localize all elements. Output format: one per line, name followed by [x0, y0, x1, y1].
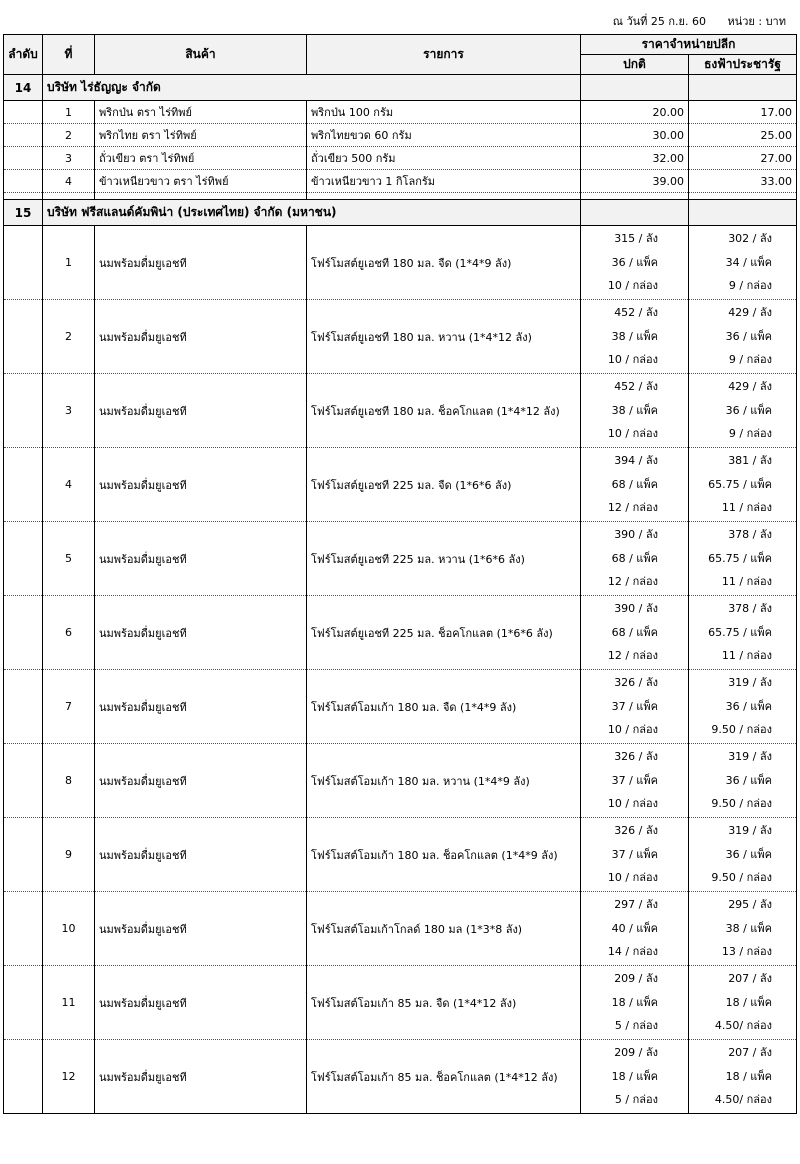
company-group-row: [4, 200, 797, 226]
item-number: 11: [43, 966, 95, 1040]
product-name: นมพร้อมดื่มยูเอชที: [95, 966, 307, 1040]
normal-price: [581, 744, 689, 818]
blueflag-price-line: 207 / ลัง: [728, 1046, 772, 1060]
normal-price-line: 38 / แพ็ค: [611, 329, 658, 343]
order-cell: [4, 744, 43, 818]
normal-price: 32.00: [581, 147, 689, 170]
product-name: นมพร้อมดื่มยูเอชที: [95, 300, 307, 374]
blueflag-price: 27.00: [689, 147, 797, 170]
blueflag-price-line: 36 / แพ็ค: [725, 773, 772, 787]
normal-price-line: 394 / ลัง: [614, 454, 658, 468]
item-number: 8: [43, 744, 95, 818]
normal-price: [581, 1040, 689, 1114]
group-blank-blueflag: [689, 200, 797, 226]
group-blank-blueflag: [689, 75, 797, 101]
normal-price-line: 297 / ลัง: [614, 898, 658, 912]
blueflag-price-line: 65.75 / แพ็ค: [708, 625, 772, 639]
blueflag-price: [689, 596, 797, 670]
table-row: [4, 300, 797, 374]
item-number: 4: [43, 448, 95, 522]
blueflag-price-line: 36 / แพ็ค: [725, 699, 772, 713]
table-row: [4, 226, 797, 300]
product-name: นมพร้อมดื่มยูเอชที: [95, 892, 307, 966]
table-row: [4, 892, 797, 966]
item-number: 5: [43, 522, 95, 596]
spacer-cell: [95, 193, 307, 200]
col-header-item: รายการ: [307, 35, 581, 75]
col-header-order: ลำดับ: [4, 35, 43, 75]
table-row: [4, 818, 797, 892]
item-description: โฟร์โมสต์ยูเอชที 180 มล. หวาน (1*4*12 ลัง): [307, 300, 581, 374]
normal-price-line: 10 / กล่อง: [607, 723, 658, 737]
item-number: 1: [43, 226, 95, 300]
normal-price-line: 315 / ลัง: [614, 232, 658, 246]
group-blank-normal: [581, 75, 689, 101]
order-cell: [4, 226, 43, 300]
item-description: โฟร์โมสต์ยูเอชที 225 มล. จืด (1*6*6 ลัง): [307, 448, 581, 522]
table-header: [4, 35, 797, 75]
product-name: นมพร้อมดื่มยูเอชที: [95, 374, 307, 448]
product-name: นมพร้อมดื่มยูเอชที: [95, 448, 307, 522]
spacer-row: [4, 193, 797, 200]
blueflag-price-line: 319 / ลัง: [728, 824, 772, 838]
spacer-cell: [581, 193, 689, 200]
product-name: ถั่วเขียว ตรา ไร่ทิพย์: [95, 147, 307, 170]
blueflag-price-line: 36 / แพ็ค: [725, 403, 772, 417]
blueflag-price: [689, 522, 797, 596]
col-header-blueflag: ธงฟ้าประชารัฐ: [689, 55, 797, 75]
blueflag-price-line: 378 / ลัง: [728, 528, 772, 542]
table-row: [4, 596, 797, 670]
normal-price-line: 452 / ลัง: [614, 306, 658, 320]
normal-price: [581, 818, 689, 892]
normal-price-line: 12 / กล่อง: [607, 575, 658, 589]
normal-price-line: 68 / แพ็ค: [611, 625, 658, 639]
item-description: ถั่วเขียว 500 กรัม: [307, 147, 581, 170]
blueflag-price-line: 18 / แพ็ค: [725, 995, 772, 1009]
product-name: นมพร้อมดื่มยูเอชที: [95, 596, 307, 670]
blueflag-price-line: 13 / กล่อง: [721, 945, 772, 959]
blueflag-price: [689, 670, 797, 744]
product-name: พริกไทย ตรา ไร่ทิพย์: [95, 124, 307, 147]
normal-price-line: 10 / กล่อง: [607, 279, 658, 293]
col-header-retail: ราคาจำหน่ายปลีก: [581, 35, 797, 55]
normal-price: [581, 522, 689, 596]
item-description: โฟร์โมสต์โอมเก้า 85 มล. ช็อคโกแลต (1*4*12 ลัง): [307, 1040, 581, 1114]
order-cell: [4, 892, 43, 966]
table-row: [4, 170, 797, 193]
item-description: พริกไทยขวด 60 กรัม: [307, 124, 581, 147]
table-row: [4, 744, 797, 818]
normal-price: [581, 596, 689, 670]
order-cell: [4, 818, 43, 892]
item-description: โฟร์โมสต์ยูเอชที 225 มล. ช็อคโกแลต (1*6*6 ลัง): [307, 596, 581, 670]
product-name: พริกป่น ตรา ไร่ทิพย์: [95, 101, 307, 124]
spacer-cell: [307, 193, 581, 200]
order-cell: [4, 147, 43, 170]
blueflag-price: [689, 226, 797, 300]
normal-price-line: 10 / กล่อง: [607, 871, 658, 885]
table-row: [4, 448, 797, 522]
blueflag-price: [689, 744, 797, 818]
normal-price-line: 326 / ลัง: [614, 676, 658, 690]
product-name: นมพร้อมดื่มยูเอชที: [95, 522, 307, 596]
blueflag-price-line: 9 / กล่อง: [728, 279, 772, 293]
group-blank-normal: [581, 200, 689, 226]
company-name: บริษัท ไร่ธัญญะ จำกัด: [43, 75, 581, 101]
blueflag-price-line: 11 / กล่อง: [721, 501, 772, 515]
table-body: [4, 75, 797, 1114]
item-description: โฟร์โมสต์ยูเอชที 180 มล. จืด (1*4*9 ลัง): [307, 226, 581, 300]
table-row: [4, 1040, 797, 1114]
normal-price-line: 18 / แพ็ค: [611, 1069, 658, 1083]
item-description: พริกป่น 100 กรัม: [307, 101, 581, 124]
product-name: ข้าวเหนียวขาว ตรา ไร่ทิพย์: [95, 170, 307, 193]
normal-price-line: 10 / กล่อง: [607, 353, 658, 367]
group-order: 15: [4, 200, 43, 226]
product-name: นมพร้อมดื่มยูเอชที: [95, 670, 307, 744]
order-cell: [4, 170, 43, 193]
normal-price-line: 326 / ลัง: [614, 750, 658, 764]
blueflag-price-line: 11 / กล่อง: [721, 649, 772, 663]
item-number: 12: [43, 1040, 95, 1114]
normal-price-line: 390 / ลัง: [614, 528, 658, 542]
normal-price-line: 10 / กล่อง: [607, 797, 658, 811]
order-cell: [4, 448, 43, 522]
normal-price-line: 326 / ลัง: [614, 824, 658, 838]
item-description: โฟร์โมสต์โอมเก้า 85 มล. จืด (1*4*12 ลัง): [307, 966, 581, 1040]
normal-price-line: 37 / แพ็ค: [611, 773, 658, 787]
blueflag-price: 25.00: [689, 124, 797, 147]
blueflag-price-line: 9 / กล่อง: [728, 427, 772, 441]
normal-price: [581, 226, 689, 300]
table-row: [4, 124, 797, 147]
blueflag-price-line: 11 / กล่อง: [721, 575, 772, 589]
order-cell: [4, 300, 43, 374]
normal-price-line: 209 / ลัง: [614, 972, 658, 986]
normal-price: [581, 448, 689, 522]
blueflag-price-line: 207 / ลัง: [728, 972, 772, 986]
normal-price-line: 68 / แพ็ค: [611, 477, 658, 491]
blueflag-price-line: 302 / ลัง: [728, 232, 772, 246]
blueflag-price: [689, 892, 797, 966]
blueflag-price-line: 9.50 / กล่อง: [711, 723, 772, 737]
product-name: นมพร้อมดื่มยูเอชที: [95, 744, 307, 818]
order-cell: [4, 1040, 43, 1114]
blueflag-price: [689, 818, 797, 892]
normal-price-line: 390 / ลัง: [614, 602, 658, 616]
group-order: 14: [4, 75, 43, 101]
normal-price-line: 18 / แพ็ค: [611, 995, 658, 1009]
blueflag-price-line: 9.50 / กล่อง: [711, 797, 772, 811]
order-cell: [4, 124, 43, 147]
normal-price: 39.00: [581, 170, 689, 193]
item-number: 10: [43, 892, 95, 966]
item-description: โฟร์โมสต์ยูเอชที 180 มล. ช็อคโกแลต (1*4*12 ลัง): [307, 374, 581, 448]
blueflag-price: [689, 1040, 797, 1114]
item-number: 1: [43, 101, 95, 124]
blueflag-price-line: 429 / ลัง: [728, 380, 772, 394]
report-header: [595, 12, 786, 30]
blueflag-price: [689, 374, 797, 448]
order-cell: [4, 374, 43, 448]
col-header-no: ที่: [43, 35, 95, 75]
blueflag-price-line: 36 / แพ็ค: [725, 329, 772, 343]
item-number: 4: [43, 170, 95, 193]
order-cell: [4, 966, 43, 1040]
blueflag-price-line: 319 / ลัง: [728, 750, 772, 764]
normal-price: [581, 892, 689, 966]
report-unit: หน่วย : บาท: [727, 15, 786, 28]
blueflag-price-line: 65.75 / แพ็ค: [708, 551, 772, 565]
item-description: โฟร์โมสต์โอมเก้า 180 มล. ช็อคโกแลต (1*4*9 ลัง): [307, 818, 581, 892]
blueflag-price-line: 65.75 / แพ็ค: [708, 477, 772, 491]
item-description: โฟร์โมสต์ยูเอชที 225 มล. หวาน (1*6*6 ลัง): [307, 522, 581, 596]
normal-price-line: 12 / กล่อง: [607, 501, 658, 515]
order-cell: [4, 596, 43, 670]
spacer-cell: [4, 193, 43, 200]
item-number: 9: [43, 818, 95, 892]
normal-price-line: 37 / แพ็ค: [611, 847, 658, 861]
blueflag-price-line: 18 / แพ็ค: [725, 1069, 772, 1083]
normal-price-line: 38 / แพ็ค: [611, 403, 658, 417]
item-number: 7: [43, 670, 95, 744]
col-header-product: สินค้า: [95, 35, 307, 75]
blueflag-price: 33.00: [689, 170, 797, 193]
product-name: นมพร้อมดื่มยูเอชที: [95, 1040, 307, 1114]
table-row: [4, 101, 797, 124]
normal-price-line: 68 / แพ็ค: [611, 551, 658, 565]
blueflag-price-line: 378 / ลัง: [728, 602, 772, 616]
blueflag-price: 17.00: [689, 101, 797, 124]
report-date: ณ วันที่ 25 ก.ย. 60: [612, 15, 706, 28]
normal-price-line: 5 / กล่อง: [614, 1019, 658, 1033]
blueflag-price-line: 4.50/ กล่อง: [714, 1093, 772, 1107]
table-row: [4, 670, 797, 744]
normal-price-line: 5 / กล่อง: [614, 1093, 658, 1107]
normal-price-line: 10 / กล่อง: [607, 427, 658, 441]
table-row: [4, 966, 797, 1040]
normal-price: [581, 374, 689, 448]
item-number: 3: [43, 374, 95, 448]
order-cell: [4, 670, 43, 744]
item-number: 6: [43, 596, 95, 670]
normal-price-line: 37 / แพ็ค: [611, 699, 658, 713]
blueflag-price: [689, 300, 797, 374]
blueflag-price-line: 34 / แพ็ค: [725, 255, 772, 269]
blueflag-price-line: 38 / แพ็ค: [725, 921, 772, 935]
item-description: ข้าวเหนียวขาว 1 กิโลกรัม: [307, 170, 581, 193]
item-description: โฟร์โมสต์โอมเก้า 180 มล. จืด (1*4*9 ลัง): [307, 670, 581, 744]
normal-price: [581, 300, 689, 374]
order-cell: [4, 101, 43, 124]
normal-price-line: 12 / กล่อง: [607, 649, 658, 663]
blueflag-price: [689, 448, 797, 522]
company-group-row: [4, 75, 797, 101]
blueflag-price-line: 295 / ลัง: [728, 898, 772, 912]
blueflag-price-line: 9.50 / กล่อง: [711, 871, 772, 885]
normal-price: 30.00: [581, 124, 689, 147]
blueflag-price: [689, 966, 797, 1040]
normal-price-line: 40 / แพ็ค: [611, 921, 658, 935]
product-name: นมพร้อมดื่มยูเอชที: [95, 226, 307, 300]
blueflag-price-line: 4.50/ กล่อง: [714, 1019, 772, 1033]
table-row: [4, 374, 797, 448]
blueflag-price-line: 9 / กล่อง: [728, 353, 772, 367]
blueflag-price-line: 36 / แพ็ค: [725, 847, 772, 861]
blueflag-price-line: 319 / ลัง: [728, 676, 772, 690]
normal-price-line: 14 / กล่อง: [607, 945, 658, 959]
product-name: นมพร้อมดื่มยูเอชที: [95, 818, 307, 892]
price-table: [3, 34, 797, 1114]
normal-price: 20.00: [581, 101, 689, 124]
col-header-normal: ปกติ: [581, 55, 689, 75]
company-name: บริษัท ฟรีสแลนด์คัมพิน่า (ประเทศไทย) จำกัด (มหาชน): [43, 200, 581, 226]
blueflag-price-line: 429 / ลัง: [728, 306, 772, 320]
item-description: โฟร์โมสต์โอมเก้า 180 มล. หวาน (1*4*9 ลัง): [307, 744, 581, 818]
item-number: 3: [43, 147, 95, 170]
item-description: โฟร์โมสต์โอมเก้าโกลด์ 180 มล (1*3*8 ลัง): [307, 892, 581, 966]
table-row: [4, 147, 797, 170]
spacer-cell: [43, 193, 95, 200]
normal-price-line: 209 / ลัง: [614, 1046, 658, 1060]
blueflag-price-line: 381 / ลัง: [728, 454, 772, 468]
spacer-cell: [689, 193, 797, 200]
normal-price-line: 452 / ลัง: [614, 380, 658, 394]
normal-price: [581, 670, 689, 744]
item-number: 2: [43, 124, 95, 147]
normal-price-line: 36 / แพ็ค: [611, 255, 658, 269]
normal-price: [581, 966, 689, 1040]
table-row: [4, 522, 797, 596]
item-number: 2: [43, 300, 95, 374]
order-cell: [4, 522, 43, 596]
